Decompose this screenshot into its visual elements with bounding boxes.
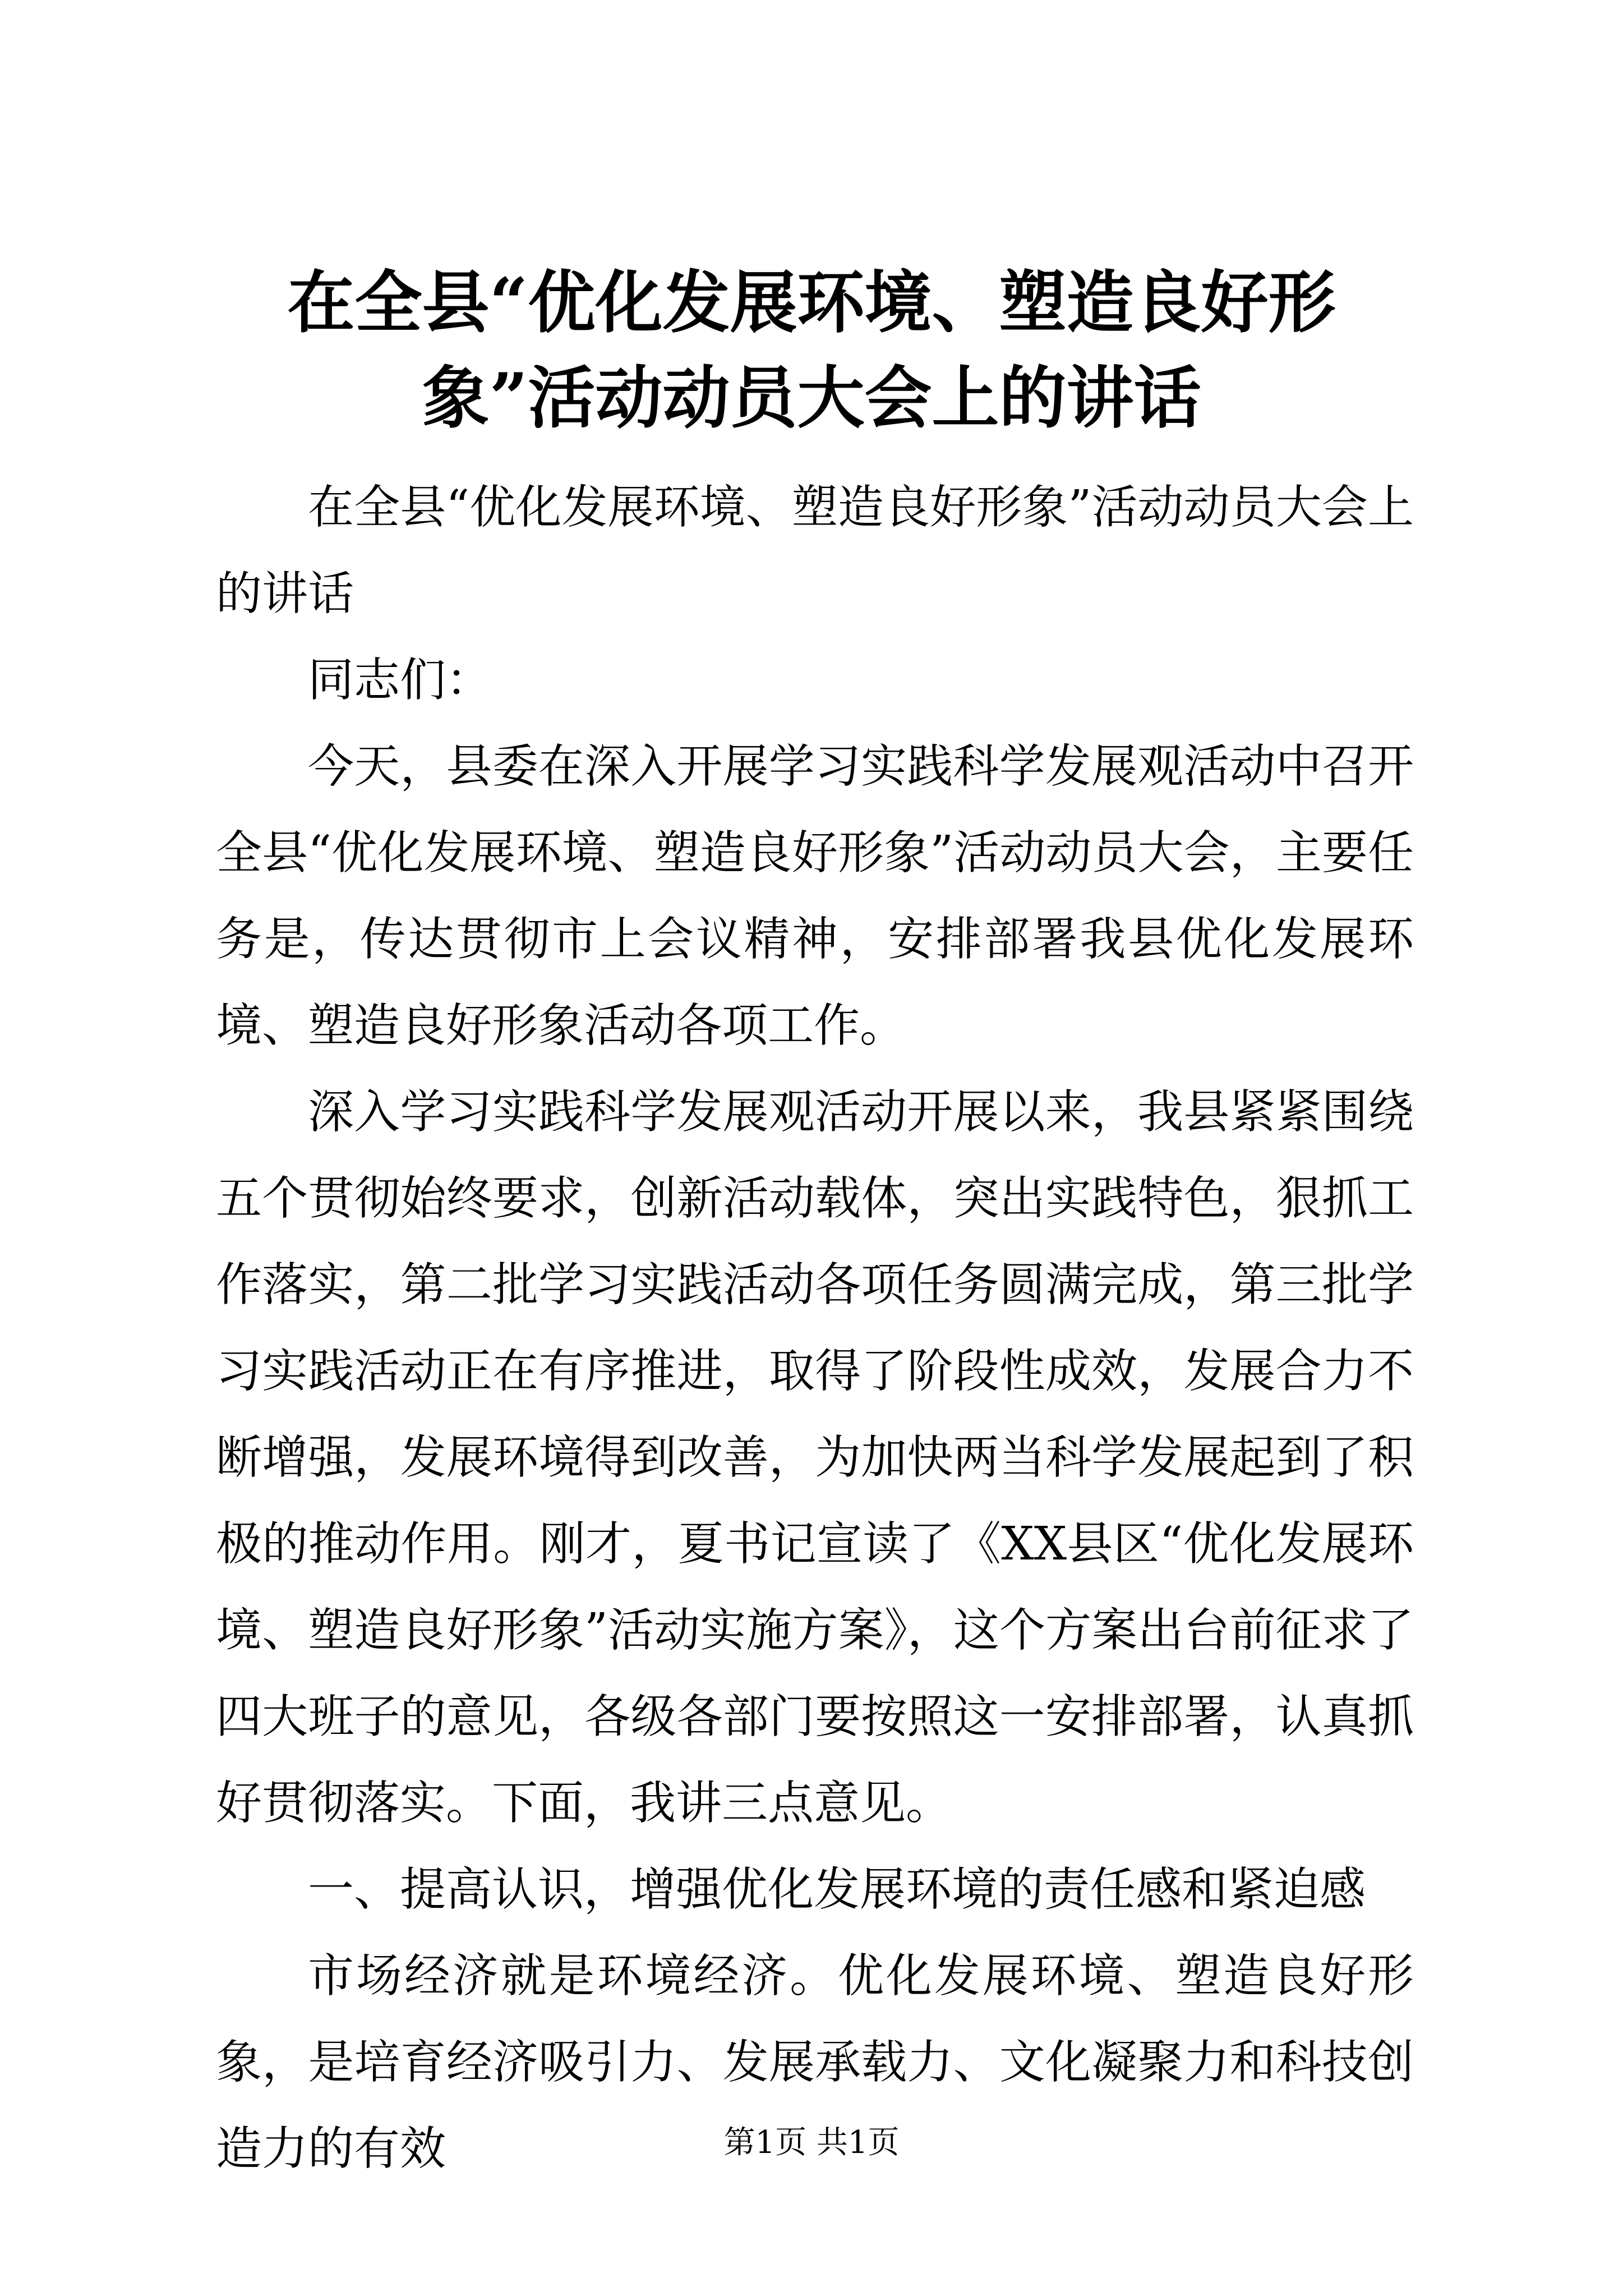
section-heading-1: 一、提高认识，增强优化发展环境的责任感和紧迫感 <box>308 1863 1366 1916</box>
paragraph-repeated-title: 在全县“优化发展环境、塑造良好形象”活动动员大会上的讲话 <box>216 481 1414 620</box>
paragraph-intro: 今天，县委在深入开展学习实践科学发展观活动中召开全县“优化发展环境、塑造良好形象”活动动员大会，主要任务是，传达贯彻市上会议精神，安排部署我县优化发展环境、塑造良好形象活动各项工作。 <box>216 740 1414 1052</box>
document-title: 在全县“优化发展环境、塑造良好形象”活动动员大会上的讲话 <box>287 263 1336 438</box>
paragraph-progress: 深入学习实践科学发展观活动开展以来，我县紧紧围绕五个贯彻始终要求，创新活动载体，突出实践特色，狠抓工作落实，第二批学习实践活动各项任务圆满完成，第三批学习实践活动正在有序推进，取得了阶段性成效，发展合力不断增强，发展环境得到改善，为加快两当科学发展起到了积极的推动作用。刚才，夏书记宣读了《XX县区“优化发展环境、塑造良好形象”活动实施方案》，这个方案出台前征求了四大班子的意见，各级各部门要按照这一安排部署，认真抓好贯彻落实。下面，我讲三点意见。 <box>216 1085 1414 1830</box>
paragraph-salutation: 同志们： <box>308 654 492 707</box>
paragraph-market-economy: 市场经济就是环境经济。优化发展环境、塑造良好形象，是培育经济吸引力、发展承载力、文化凝聚力和科技创造力的有效 <box>216 1949 1414 2175</box>
document-body <box>216 464 1414 2192</box>
page-footer: 第1页 共1页 <box>723 2124 900 2161</box>
